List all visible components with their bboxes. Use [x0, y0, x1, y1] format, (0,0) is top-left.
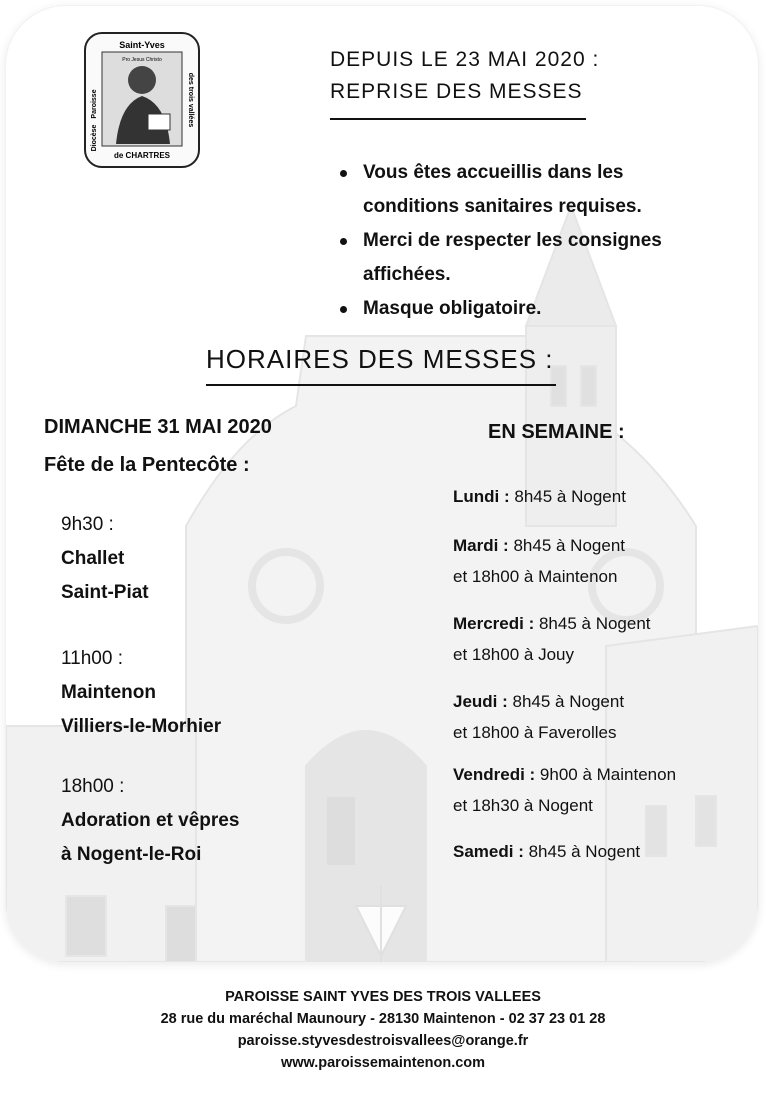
weekday-time-extra: et 18h00 à Maintenon	[453, 567, 618, 586]
weekday-time-extra: et 18h00 à Jouy	[453, 645, 574, 664]
bullet-icon	[340, 238, 347, 245]
weekday-time: 8h45 à Nogent	[523, 842, 641, 861]
parish-email: paroisse.styvesdestroisvallees@orange.fr	[237, 1033, 529, 1049]
mass-time: 11h00 :	[61, 648, 123, 669]
logo-text-right: des trois vallées	[187, 72, 194, 128]
rule-item: Masque obligatoire.	[336, 292, 716, 326]
logo-text-left: Paroisse	[91, 89, 98, 119]
mass-place: Villiers-le-Morhier	[61, 716, 222, 737]
rule-item: Vous êtes accueillis dans les conditions sanitaires requises.	[336, 156, 716, 224]
weekday-entry	[453, 530, 753, 592]
weekday-name: Lundi :	[453, 487, 510, 506]
mass-place: Adoration et vêpres	[61, 810, 240, 831]
weekday-name: Vendredi :	[453, 765, 536, 784]
mass-place: Challet	[61, 548, 125, 569]
mass-time: 9h30 :	[61, 514, 114, 535]
weekday-name: Mercredi :	[453, 614, 535, 633]
weekday-time: 9h00 à Maintenon	[535, 765, 677, 784]
sunday-mass	[61, 508, 321, 610]
logo-text-top: Saint-Yves	[119, 40, 165, 50]
sunday-mass	[61, 770, 321, 872]
parish-name: PAROISSE SAINT YVES DES TROIS VALLEES	[225, 989, 541, 1005]
mass-place: Maintenon	[61, 682, 156, 703]
weekday-entry	[453, 836, 753, 867]
logo-text-inner: Pro Jesus Christo	[122, 57, 162, 63]
sunday-feast: Fête de la Pentecôte :	[44, 454, 250, 476]
weekday-entry	[453, 481, 753, 512]
sunday-date: DIMANCHE 31 MAI 2020	[44, 416, 272, 438]
parish-address: 28 rue du maréchal Maunoury - 28130 Maintenon - 02 37 23 01 28	[160, 1011, 606, 1027]
mass-time: 18h00 :	[61, 776, 125, 797]
logo-text-left-bottom: Diocèse	[91, 124, 98, 152]
weekday-title: EN SEMAINE :	[488, 421, 625, 443]
weekday-time: 8h45 à Nogent	[534, 614, 651, 633]
parish-website: www.paroissemaintenon.com	[280, 1055, 486, 1071]
weekday-time: 8h45 à Nogent	[507, 692, 625, 711]
weekday-time: 8h45 à Nogent	[508, 536, 625, 555]
sunday-mass	[61, 642, 321, 744]
weekday-time: 8h45 à Nogent	[509, 487, 626, 506]
weekday-time-extra: et 18h00 à Faverolles	[453, 723, 617, 742]
weekday-entry	[453, 608, 753, 670]
resumption-heading-line2: REPRISE DES MESSES	[330, 80, 583, 103]
resumption-heading-line1: DEPUIS LE 23 MAI 2020 :	[330, 48, 600, 71]
resumption-heading	[330, 44, 599, 108]
parish-logo	[84, 32, 200, 168]
logo-text-bottom: de CHARTRES	[113, 151, 171, 160]
weekday-time-extra: et 18h30 à Nogent	[453, 796, 593, 815]
mass-place: Saint-Piat	[61, 582, 149, 603]
weekday-name: Mardi :	[453, 536, 509, 555]
bullet-icon	[340, 306, 347, 313]
heading-underline	[330, 118, 586, 120]
schedule-underline	[206, 384, 556, 386]
weekday-entry	[453, 759, 753, 821]
rule-item: Merci de respecter les consignes affichées.	[336, 224, 716, 292]
sanitary-rules-list	[336, 156, 716, 326]
schedule-title: HORAIRES DES MESSES :	[206, 344, 554, 374]
weekday-name: Samedi :	[453, 842, 524, 861]
weekday-entry	[453, 686, 753, 748]
flyer-card	[6, 6, 758, 962]
parish-footer	[0, 986, 766, 1074]
bullet-icon	[340, 170, 347, 177]
weekday-name: Jeudi :	[453, 692, 508, 711]
mass-place: à Nogent-le-Roi	[61, 844, 202, 865]
